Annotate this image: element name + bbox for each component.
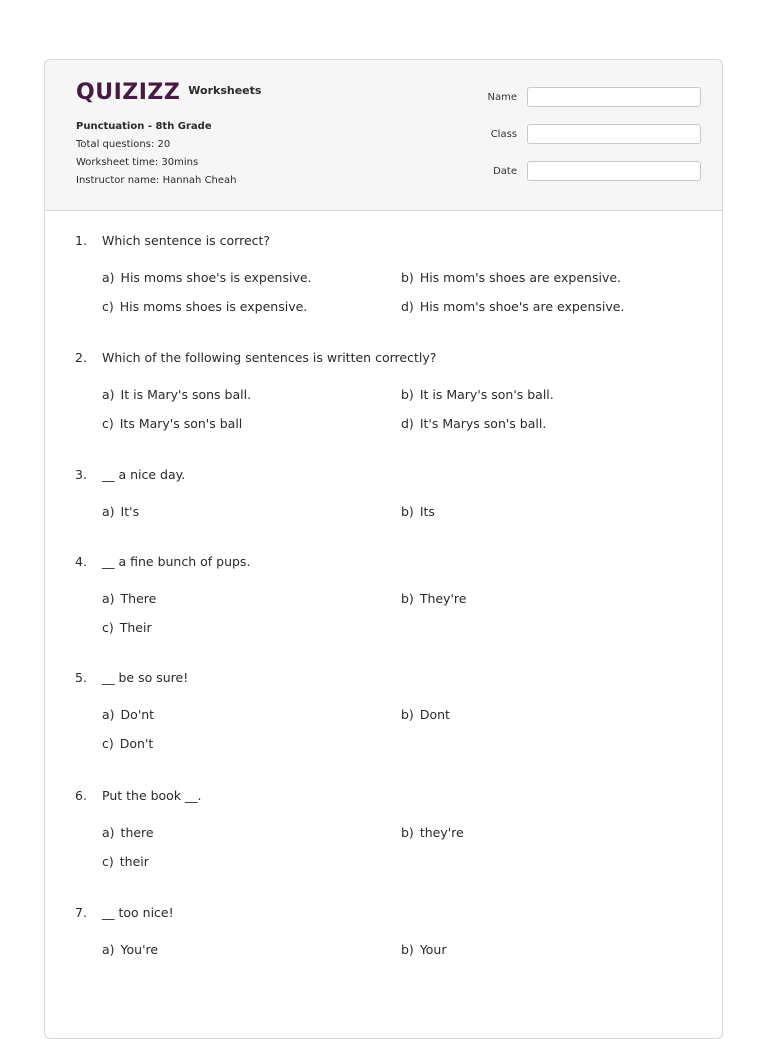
question-number: 3.	[75, 467, 87, 482]
quizizz-logo: QUIZIZZ	[76, 80, 181, 105]
question-number: 7.	[75, 905, 87, 920]
option-letter: a)	[102, 825, 115, 840]
option-letter: b)	[401, 942, 414, 957]
question-3	[75, 467, 695, 519]
question-4	[75, 554, 695, 635]
worksheet-header	[45, 60, 722, 211]
worksheet-title: Punctuation - 8th Grade	[76, 121, 212, 132]
brand-subtitle: Worksheets	[188, 84, 262, 97]
question-number: 6.	[75, 788, 87, 803]
question-number: 4.	[75, 554, 87, 569]
question-6	[75, 788, 695, 869]
answer-option	[102, 707, 154, 722]
answer-option	[102, 620, 152, 635]
question-5	[75, 670, 695, 751]
option-letter: a)	[102, 942, 115, 957]
option-letter: c)	[102, 854, 114, 869]
answer-option	[401, 387, 554, 402]
option-letter: c)	[102, 620, 114, 635]
worksheet-meta	[76, 118, 237, 190]
answer-option	[102, 825, 154, 840]
worksheet	[44, 59, 723, 1039]
answer-option	[401, 504, 435, 519]
option-text: Its	[419, 504, 435, 519]
name-label: Name	[487, 91, 517, 103]
class-field-row	[465, 123, 701, 145]
question-1	[75, 233, 695, 314]
option-text: Your	[419, 942, 447, 957]
answer-option	[401, 299, 624, 314]
question-7	[75, 905, 695, 957]
question-number: 2.	[75, 350, 87, 365]
answer-option	[102, 736, 153, 751]
date-field-row	[465, 160, 701, 182]
answer-option	[102, 299, 307, 314]
option-letter: b)	[401, 591, 414, 606]
name-input[interactable]	[527, 87, 701, 107]
option-text: It is Mary's son's ball.	[419, 387, 554, 402]
option-text: Its Mary's son's ball	[119, 416, 243, 431]
answer-option	[401, 591, 466, 606]
option-letter: b)	[401, 825, 414, 840]
option-text: It is Mary's sons ball.	[120, 387, 252, 402]
question-text: Which sentence is correct?	[102, 233, 271, 248]
option-letter: c)	[102, 299, 114, 314]
option-text: His moms shoes is expensive.	[119, 299, 308, 314]
option-text: Their	[119, 620, 152, 635]
option-letter: b)	[401, 707, 414, 722]
answer-option	[401, 942, 447, 957]
option-text: His mom's shoe's are expensive.	[419, 299, 625, 314]
question-text: Put the book __.	[102, 788, 202, 803]
option-letter: d)	[401, 299, 414, 314]
option-text: You're	[120, 942, 159, 957]
option-letter: a)	[102, 387, 115, 402]
class-input[interactable]	[527, 124, 701, 144]
option-text: His moms shoe's is expensive.	[120, 270, 312, 285]
option-text: there	[120, 825, 154, 840]
option-letter: d)	[401, 416, 414, 431]
question-number: 1.	[75, 233, 87, 248]
brand	[76, 80, 261, 105]
question-text: __ a nice day.	[102, 467, 186, 482]
answer-option	[102, 504, 139, 519]
answer-option	[102, 416, 242, 431]
answer-option	[401, 707, 450, 722]
answer-option	[102, 270, 312, 285]
name-field-row	[465, 86, 701, 108]
option-text: It's Marys son's ball.	[419, 416, 547, 431]
option-text: There	[120, 591, 157, 606]
option-text: It's	[120, 504, 140, 519]
answer-option	[102, 854, 149, 869]
question-2	[75, 350, 695, 431]
option-letter: b)	[401, 387, 414, 402]
answer-option	[102, 591, 156, 606]
option-text: Don't	[119, 736, 154, 751]
answer-option	[401, 416, 546, 431]
date-input[interactable]	[527, 161, 701, 181]
question-text: Which of the following sentences is written correctly?	[102, 350, 437, 365]
option-text: Do'nt	[120, 707, 155, 722]
option-letter: a)	[102, 504, 115, 519]
question-text: __ be so sure!	[102, 670, 189, 685]
option-text: they're	[419, 825, 464, 840]
answer-option	[102, 942, 158, 957]
option-letter: c)	[102, 736, 114, 751]
option-letter: a)	[102, 707, 115, 722]
worksheet-time: Worksheet time: 30mins	[76, 157, 199, 168]
option-letter: b)	[401, 504, 414, 519]
answer-option	[102, 387, 251, 402]
option-text: Dont	[419, 707, 450, 722]
instructor-name: Instructor name: Hannah Cheah	[76, 175, 237, 186]
answer-option	[401, 825, 464, 840]
option-text: His mom's shoes are expensive.	[419, 270, 622, 285]
option-letter: a)	[102, 591, 115, 606]
date-label: Date	[493, 165, 517, 177]
answer-option	[401, 270, 621, 285]
class-label: Class	[490, 128, 517, 140]
option-letter: a)	[102, 270, 115, 285]
option-letter: c)	[102, 416, 114, 431]
option-text: They're	[419, 591, 467, 606]
question-text: __ a fine bunch of pups.	[102, 554, 251, 569]
option-text: their	[119, 854, 149, 869]
option-letter: b)	[401, 270, 414, 285]
question-number: 5.	[75, 670, 87, 685]
question-text: __ too nice!	[102, 905, 174, 920]
total-questions: Total questions: 20	[76, 139, 171, 150]
